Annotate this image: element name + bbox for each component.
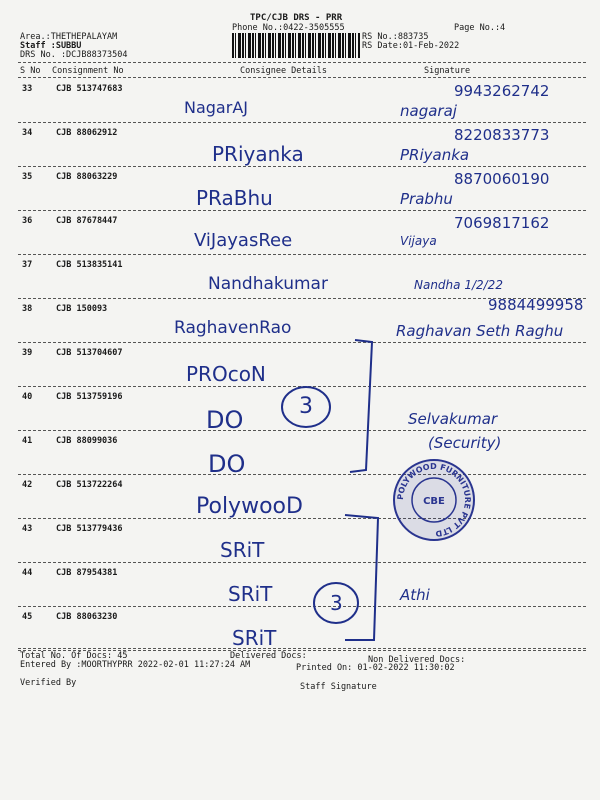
row-sno: 39 xyxy=(22,348,33,358)
stamp-center-text: CBE xyxy=(423,496,445,507)
row-signature: Prabhu xyxy=(400,190,453,208)
staff-signature: Staff Signature xyxy=(300,682,377,692)
row-sno: 43 xyxy=(22,524,33,534)
report-title: TPC/CJB DRS - PRR xyxy=(250,13,343,23)
row-signature: Selvakumar xyxy=(408,410,498,428)
non-delivered-docs: Non Delivered Docs: xyxy=(368,655,466,665)
col-consignment: Consignment No xyxy=(52,66,124,76)
row-consignment-no: CJB 513747683 xyxy=(56,84,123,94)
row-signature: Vijaya xyxy=(400,234,437,248)
srit-count: 3 xyxy=(330,591,343,615)
printed-on: Printed On: 01-02-2022 11:30:02 xyxy=(296,663,455,673)
row-consignee-handwritten: NagarAJ xyxy=(184,98,248,117)
row-signature: Raghavan Seth Raghu xyxy=(396,322,564,340)
row-signature: PRiyanka xyxy=(400,146,470,164)
row-consignee-handwritten: SRiT xyxy=(228,582,273,606)
row-consignee-handwritten: Nandhakumar xyxy=(208,274,328,294)
row-sno: 45 xyxy=(22,612,33,622)
row-consignment-no: CJB 513779436 xyxy=(56,524,123,534)
row-phone-handwritten: 8220833773 xyxy=(454,126,550,144)
col-sno: S No xyxy=(20,66,41,76)
row-consignee-handwritten: SRiT xyxy=(232,626,277,650)
area-label: Area.:THETHEPALAYAM xyxy=(20,32,118,42)
row-consignee-handwritten: ViJayasRee xyxy=(194,230,293,251)
row-consignee-handwritten: DO xyxy=(206,406,244,434)
row-phone-handwritten: 8870060190 xyxy=(454,170,550,188)
delivered-docs: Delivered Docs: xyxy=(230,651,307,661)
row-consignee-handwritten: DO xyxy=(208,450,246,478)
footer-divider xyxy=(18,648,586,649)
row-consignee-handwritten: PROcoN xyxy=(186,362,266,386)
row-signature: Athi xyxy=(400,586,430,604)
row-consignee-handwritten: PolywooD xyxy=(196,494,303,519)
row-consignment-no: CJB 88063229 xyxy=(56,172,118,182)
row-sno: 36 xyxy=(22,216,33,226)
row-signature: (Security) xyxy=(428,434,502,452)
entered-by: Entered By :MOORTHYPRR 2022-02-01 11:27:24 AM xyxy=(20,660,251,670)
srit-bracket xyxy=(345,515,378,640)
row-consignment-no: CJB 513704607 xyxy=(56,348,123,358)
row-signature: nagaraj xyxy=(400,102,457,120)
row-consignee-handwritten: RaghavenRao xyxy=(174,318,292,338)
company-stamp xyxy=(392,458,476,542)
row-consignment-no: CJB 513835141 xyxy=(56,260,123,270)
row-sno: 42 xyxy=(22,480,33,490)
row-consignment-no: CJB 88099036 xyxy=(56,436,118,446)
drs-number: DRS No. :DCJB88373504 xyxy=(20,50,128,60)
row-consignee-handwritten: PRiyanka xyxy=(212,142,304,166)
row-consignment-no: CJB 87678447 xyxy=(56,216,118,226)
row-consignment-no: CJB 150093 xyxy=(56,304,108,314)
row-consignment-no: CJB 513759196 xyxy=(56,392,123,402)
phone-number: Phone No.:0422-3505555 xyxy=(232,23,345,33)
rs-number: RS No.:883735 xyxy=(362,32,429,42)
procon-count: 3 xyxy=(299,394,313,419)
row-sno: 34 xyxy=(22,128,33,138)
row-sno: 41 xyxy=(22,436,33,446)
row-signature: Nandha 1/2/22 xyxy=(414,278,503,292)
verified-by: Verified By xyxy=(20,678,77,688)
row-sno: 44 xyxy=(22,568,33,578)
total-docs: Total No. Of Docs: 45 xyxy=(20,651,128,661)
row-sno: 40 xyxy=(22,392,33,402)
row-sno: 38 xyxy=(22,304,33,314)
row-consignment-no: CJB 513722264 xyxy=(56,480,123,490)
page-number: Page No.:4 xyxy=(454,23,506,33)
row-consignment-no: CJB 88063230 xyxy=(56,612,118,622)
row-phone-handwritten: 9884499958 xyxy=(488,296,584,314)
row-phone-handwritten: 7069817162 xyxy=(454,214,550,232)
staff-label: Staff :SUBBU xyxy=(20,41,82,51)
row-sno: 33 xyxy=(22,84,33,94)
stamp-ring-text: POLYWOOD FURNITURE PVT LTD xyxy=(395,461,473,539)
row-phone-handwritten: 9943262742 xyxy=(454,82,550,100)
row-consignment-no: CJB 88062912 xyxy=(56,128,118,138)
row-sno: 37 xyxy=(22,260,33,270)
row-consignment-no: CJB 87954381 xyxy=(56,568,118,578)
col-signature: Signature xyxy=(424,66,471,76)
row-consignee-handwritten: SRiT xyxy=(220,538,265,562)
procon-bracket xyxy=(350,340,372,472)
row-consignee-handwritten: PRaBhu xyxy=(196,186,273,210)
row-sno: 35 xyxy=(22,172,33,182)
rs-date: RS Date:01-Feb-2022 xyxy=(362,41,460,51)
col-consignee: Consignee Details xyxy=(240,66,327,76)
